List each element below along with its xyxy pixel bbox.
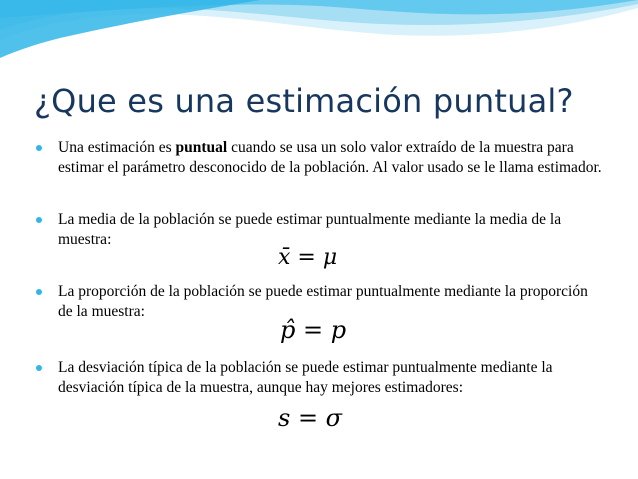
slide-title: ¿Que es una estimación puntual? [34,82,574,120]
bullet-dot-icon [36,289,42,295]
bullet-1-text-post: cuando se usa un solo valor extraído de la muestra para estimar el parámetro desconocido de la población. Al valor usado se le llama estimador. [58,139,602,176]
bullet-item-4 [36,358,606,398]
bullet-dot-icon [36,217,42,223]
bullet-dot-icon [36,365,42,371]
formula-sd: s = σ [278,404,343,432]
bullet-1-text-pre: Una estimación es [58,139,176,156]
bullet-3-text: La proporción de la población se puede estimar puntualmente mediante la proporción de la muestra: [58,283,588,320]
bullet-dot-icon [36,145,42,151]
bullet-4-text: La desviación típica de la población se puede estimar puntualmente mediante la desviación típica de la muestra, aunque hay mejores estimadores: [58,359,553,396]
header-wave-decoration [0,0,638,80]
bullet-1-bold: puntual [175,139,228,156]
formula-proportion: p̂ = p [280,316,347,344]
bullet-2-text: La media de la población se puede estimar puntualmente mediante la media de la muestra: [58,211,562,248]
bullet-item-1 [36,138,606,178]
bullet-item-2 [36,210,606,250]
formula-mean: x̄ = μ [278,245,338,270]
